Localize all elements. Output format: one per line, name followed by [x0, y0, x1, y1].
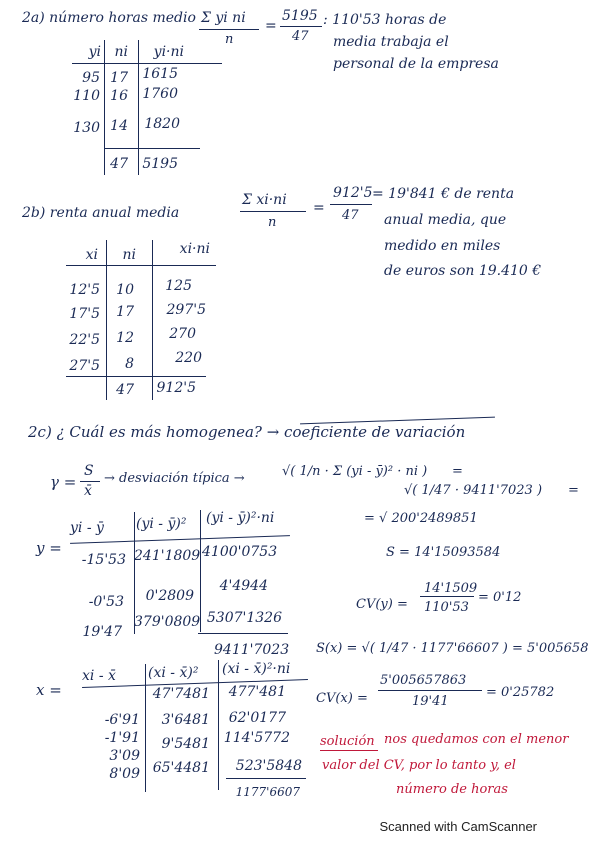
sqrt-expression: √( 1/n · Σ (yi - ȳ)² · ni ): [282, 464, 428, 479]
fraction-bar: [330, 204, 372, 205]
sqrt-result: = √ 200'2489851: [364, 511, 478, 526]
table-cell: 17: [110, 70, 128, 86]
formula-2a-denominator: n: [225, 32, 234, 47]
table-total: 47: [110, 156, 128, 172]
table-cell: 130: [73, 120, 100, 136]
table-header: ni: [114, 44, 128, 60]
x-label: x =: [36, 681, 62, 699]
table-header: yi - ȳ: [70, 520, 104, 536]
result-2a-line-2: media trabaja el: [333, 34, 449, 50]
solution-line-2: valor del CV, por lo tanto y, el: [322, 758, 516, 773]
gamma-numerator: S: [84, 463, 94, 479]
table-total: 47: [116, 382, 134, 398]
table-cell: 241'1809: [134, 548, 201, 564]
table-cell: 110: [73, 88, 100, 104]
table-header: (yi - ȳ)²: [136, 516, 187, 532]
table-cell: 4'4944: [219, 578, 268, 594]
table-cell: 17'5: [69, 306, 100, 322]
table-total: 1177'6607: [235, 785, 300, 799]
section-2a-title: 2a) número horas medio: [22, 10, 196, 26]
table-cell: 19'47: [82, 624, 122, 640]
fraction-bar: [280, 26, 322, 27]
table-header: xi·ni: [179, 241, 210, 257]
table-cell: 5307'1326: [206, 610, 282, 626]
formula-2a-numerator: Σ yi ni: [201, 10, 246, 26]
table-header: yi·ni: [153, 44, 184, 60]
table-divider: [104, 40, 105, 175]
section-2b-title: 2b) renta anual media: [22, 205, 180, 221]
table-cell: 8: [125, 356, 134, 372]
sqrt-value: √( 1/47 · 9411'7023 ): [404, 483, 543, 498]
fraction-bar: [378, 690, 482, 691]
cv-y-numerator: 14'1509: [424, 581, 478, 596]
solution-word: solución: [320, 734, 375, 749]
table-header: (xi - x̄)²: [148, 665, 199, 681]
cv-x-denominator: 19'41: [412, 694, 449, 709]
table-rule: [70, 535, 290, 544]
table-header: yi: [88, 44, 101, 60]
value-2b-denominator: 47: [342, 208, 359, 223]
scanner-watermark: Scanned with CamScanner: [379, 819, 537, 834]
fraction-bar: [199, 29, 259, 30]
result-2b-line-1: = 19'841 € de renta: [372, 186, 515, 202]
cv-x-label: CV(x) =: [316, 691, 368, 706]
table-cell: 16: [110, 88, 128, 104]
fraction-bar: [80, 481, 100, 482]
solution-line-3: número de horas: [396, 782, 508, 797]
gamma-label: γ =: [50, 473, 77, 491]
table-cell: 22'5: [69, 332, 100, 348]
table-divider: [218, 660, 219, 790]
table-cell: 17: [116, 304, 134, 320]
s-value: S = 14'15093584: [386, 545, 501, 560]
table-divider: [200, 510, 201, 632]
table-cell: 95: [82, 70, 100, 86]
table-header: xi: [85, 247, 98, 263]
formula-2b-denominator: n: [268, 215, 277, 230]
table-cell: 114'5772: [223, 730, 290, 746]
table-header: xi - x̄: [82, 668, 116, 684]
table-header: (xi - x̄)²·ni: [222, 661, 291, 677]
table-cell: 62'0177: [228, 710, 286, 726]
table-cell: 270: [169, 326, 196, 342]
solution-underline: [320, 750, 378, 751]
table-cell: 477'481: [228, 684, 286, 700]
gamma-denominator: x̄: [84, 483, 92, 499]
table-cell: 65'4481: [152, 760, 210, 776]
result-2a-line-3: personal de la empresa: [333, 56, 499, 72]
table-total: 912'5: [156, 380, 196, 396]
table-cell: 125: [165, 278, 192, 294]
table-rule: [72, 63, 222, 64]
table-cell: -6'91: [104, 712, 140, 728]
table-cell: 27'5: [69, 358, 100, 374]
y-label: y =: [36, 539, 62, 557]
cv-x-result: = 0'25782: [486, 685, 555, 700]
result-2b-line-4: de euros son 19.410 €: [384, 263, 542, 279]
table-cell: 1615: [142, 66, 178, 82]
table-cell: -15'53: [81, 552, 126, 568]
table-cell: 4100'0753: [202, 544, 278, 560]
question-2c: 2c) ¿ Cuál es más homogenea? → coeficiente de variación: [28, 423, 466, 441]
table-cell: 9'5481: [161, 736, 210, 752]
table-total: 5195: [142, 156, 178, 172]
table-rule: [66, 376, 206, 377]
table-header: ni: [122, 247, 136, 263]
result-2b-line-2: anual media, que: [384, 212, 507, 228]
cv-x-numerator: 5'005657863: [380, 673, 467, 688]
table-cell: 10: [116, 282, 134, 298]
table-divider: [138, 40, 139, 175]
table-rule: [104, 148, 200, 149]
table-cell: 297'5: [166, 302, 206, 318]
value-2a-denominator: 47: [292, 29, 309, 44]
table-cell: 523'5848: [235, 758, 302, 774]
result-2a-line-1: : 110'53 horas de: [323, 12, 447, 28]
table-cell: 12'5: [69, 282, 100, 298]
result-2b-line-3: medido en miles: [384, 238, 501, 254]
equals-sign: =: [313, 200, 325, 216]
table-cell: 8'09: [109, 766, 140, 782]
equals-sign: =: [265, 18, 277, 34]
value-2b-numerator: 912'5: [333, 185, 373, 201]
table-cell: 1760: [142, 86, 178, 102]
cv-y-label: CV(y) =: [356, 597, 408, 612]
table-rule: [226, 778, 306, 779]
fraction-bar: [420, 596, 474, 597]
table-cell: 1820: [144, 116, 180, 132]
table-rule: [198, 633, 288, 634]
equals-sign: =: [452, 464, 463, 479]
equals-sign: =: [568, 483, 579, 498]
table-header: (yi - ȳ)²·ni: [206, 510, 275, 526]
table-cell: 220: [175, 350, 202, 366]
table-cell: -1'91: [104, 730, 140, 746]
table-cell: -0'53: [88, 594, 124, 610]
table-cell: 379'0809: [134, 614, 201, 630]
cv-y-denominator: 110'53: [424, 600, 469, 615]
table-total: 9411'7023: [214, 642, 290, 658]
table-cell: 47'7481: [152, 686, 210, 702]
solution-line-1: nos quedamos con el menor: [384, 732, 569, 747]
value-2a-numerator: 5195: [282, 8, 318, 24]
fraction-bar: [240, 211, 306, 212]
cv-y-result: = 0'12: [478, 590, 522, 605]
table-cell: 12: [116, 330, 134, 346]
gamma-description: → desviación típica →: [104, 471, 245, 486]
table-cell: 14: [110, 118, 128, 134]
s-x-value: S(x) = √( 1/47 · 1177'66607 ) = 5'005658: [316, 641, 589, 656]
formula-2b-numerator: Σ xi·ni: [242, 192, 287, 208]
table-rule: [66, 265, 216, 266]
table-cell: 0'2809: [145, 588, 194, 604]
table-cell: 3'09: [109, 748, 140, 764]
table-cell: 3'6481: [161, 712, 210, 728]
